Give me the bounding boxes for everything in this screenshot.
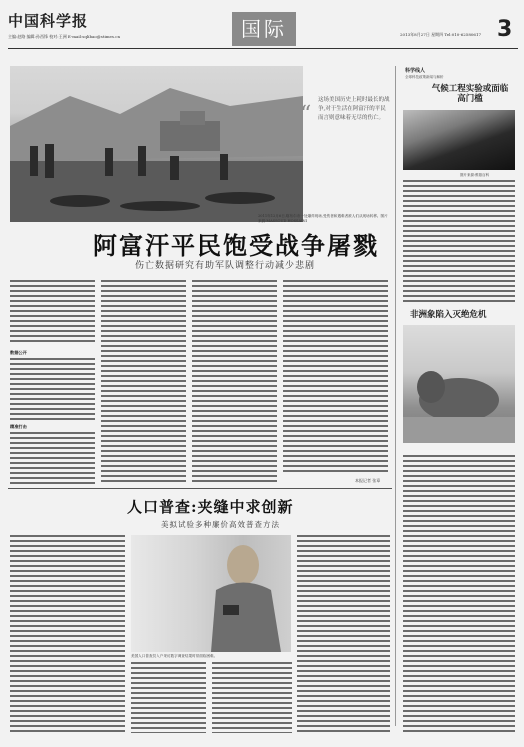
pull-quote: 这场美国历史上耗时最长的战争,对于生活在阿富汗的平民而言则意味着无尽的伤亡。 <box>318 97 390 121</box>
second-photo-caption: 美国人口普查员入户采访数字调查结果时常面临困难。 <box>131 654 218 658</box>
sidebar-headline-1: 气候工程实验或面临高门槛 <box>431 84 509 104</box>
sidebar-body-2 <box>403 455 515 735</box>
masthead-rule <box>8 48 518 49</box>
sidebar-body-1 <box>403 180 515 302</box>
sidebar-column-sub: 全球科技政策新闻与解析 <box>405 75 444 79</box>
lead-subhead: 伤亡数据研究有助军队调整行动减少悲剧 <box>135 261 316 271</box>
lead-body-col-4 <box>283 280 388 474</box>
lead-subsection-a: 数据公开 <box>10 350 27 355</box>
section-tab: 国际 <box>232 12 296 46</box>
sidebar-photo-credit: 图片来源:维基百科 <box>460 173 490 177</box>
sidebar-photo-1 <box>403 110 515 170</box>
second-body-col-2 <box>131 662 206 733</box>
lead-body-col-1c <box>10 432 95 484</box>
second-body-col-3 <box>212 662 292 733</box>
sidebar-divider <box>395 66 396 726</box>
sidebar-column-head: 科学线人 <box>405 68 426 74</box>
second-body-col-1 <box>10 535 125 733</box>
sidebar-headline-2: 非洲象陷入灭绝危机 <box>410 310 487 320</box>
lead-subsection-b: 精准打击 <box>10 424 27 429</box>
lead-body-col-3 <box>192 280 277 484</box>
masthead-subline: 主编:赵路 编辑:孙西锋 校对:王洲 E-mail:sqlibao@stimes.cn <box>8 34 121 39</box>
quote-mark-icon: “ <box>300 102 312 127</box>
masthead-title: 中国科学报 <box>8 12 89 30</box>
lead-byline: 本报记者 张章 <box>355 478 381 483</box>
page-number: 3 <box>497 17 513 42</box>
lead-body-col-2 <box>101 280 186 484</box>
sidebar-photo-elephant <box>403 325 515 443</box>
lead-photo <box>10 66 303 222</box>
second-body-col-4 <box>297 535 390 733</box>
lead-body-col-1b <box>10 358 95 420</box>
second-subhead: 美拟试验多种廉价高效普查方法 <box>161 520 280 529</box>
second-photo-art <box>131 535 291 652</box>
lead-headline: 阿富汗平民饱受战争屠戮 <box>93 231 379 260</box>
second-headline: 人口普查:夹缝中求创新 <box>127 498 294 516</box>
elephant-art <box>403 325 515 443</box>
lead-body-col-1a <box>10 280 95 345</box>
lead-photo-art <box>10 66 303 222</box>
second-photo <box>131 535 291 652</box>
article-divider <box>8 488 392 489</box>
lead-photo-caption: 2011年12月6日,喀布尔市一处爆炸现场,受伤者和遇难者被人们从现场转移。图片来源:MASSOUD HOSSAINI <box>258 214 388 223</box>
date-line: 2013年8月27日 星期四 Tel:010-62580617 <box>400 32 482 37</box>
